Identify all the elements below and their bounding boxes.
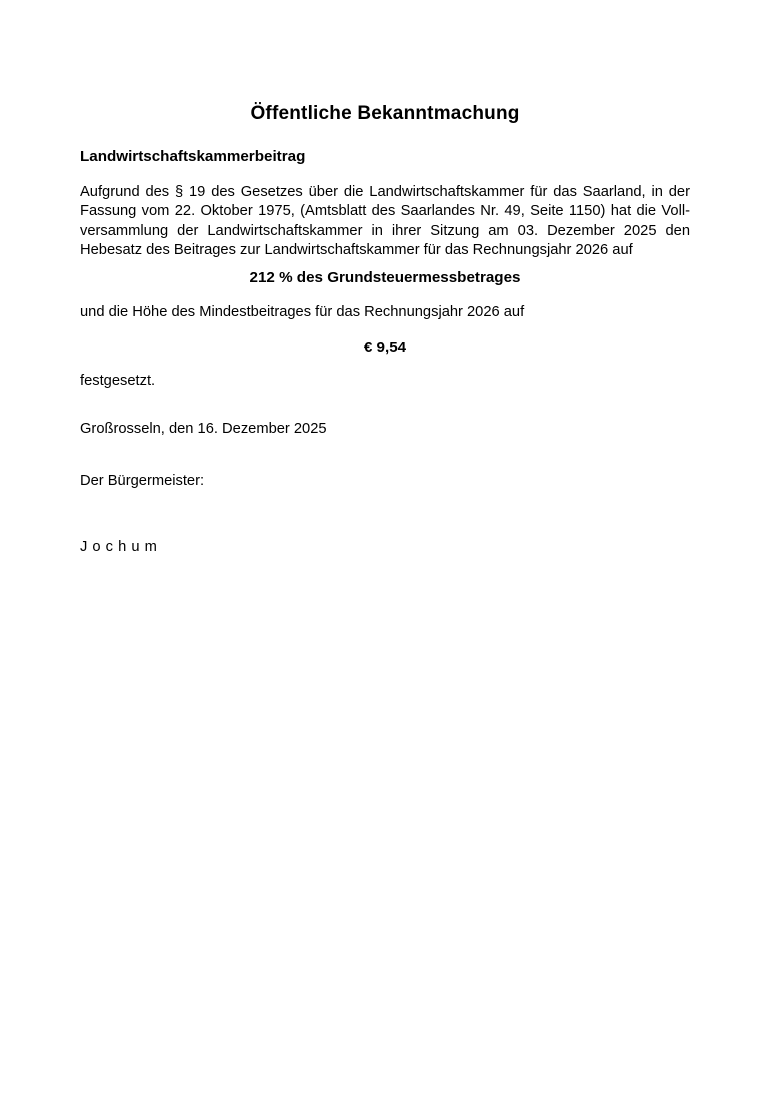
closing-word: festgesetzt.: [80, 373, 156, 389]
page-title: Öffentliche Bekanntmachung: [250, 102, 520, 124]
section-heading: Landwirtschaftskammerbeitrag: [80, 148, 306, 165]
paragraph-line: versammlung der Landwirtschaftskammer in ihrer Sitzung am 03. Dezember 2025 den: [80, 222, 690, 239]
paragraph-line: Hebesatz des Beitrages zur Landwirtschaftskammer für das Rechnungsjahr 2026 auf: [80, 242, 633, 259]
paragraph-line: Fassung vom 22. Oktober 1975, (Amtsblatt des Saarlandes Nr. 49, Seite 1150) hat die Voll-: [80, 203, 690, 220]
minimum-fee-amount: € 9,54: [363, 339, 407, 356]
levy-rate-line: 212 % des Grundsteuermessbetrages: [249, 269, 521, 286]
signature-name: J o c h u m: [80, 539, 158, 555]
signature-role: Der Bürgermeister:: [80, 473, 205, 489]
place-date-line: Großrosseln, den 16. Dezember 2025: [80, 421, 327, 437]
minimum-fee-intro: und die Höhe des Mindestbeitrages für das Rechnungsjahr 2026 auf: [80, 304, 525, 320]
paragraph-line: Aufgrund des § 19 des Gesetzes über die Landwirtschaftskammer für das Saarland, in der: [80, 184, 690, 200]
legal-paragraph: [80, 183, 690, 261]
